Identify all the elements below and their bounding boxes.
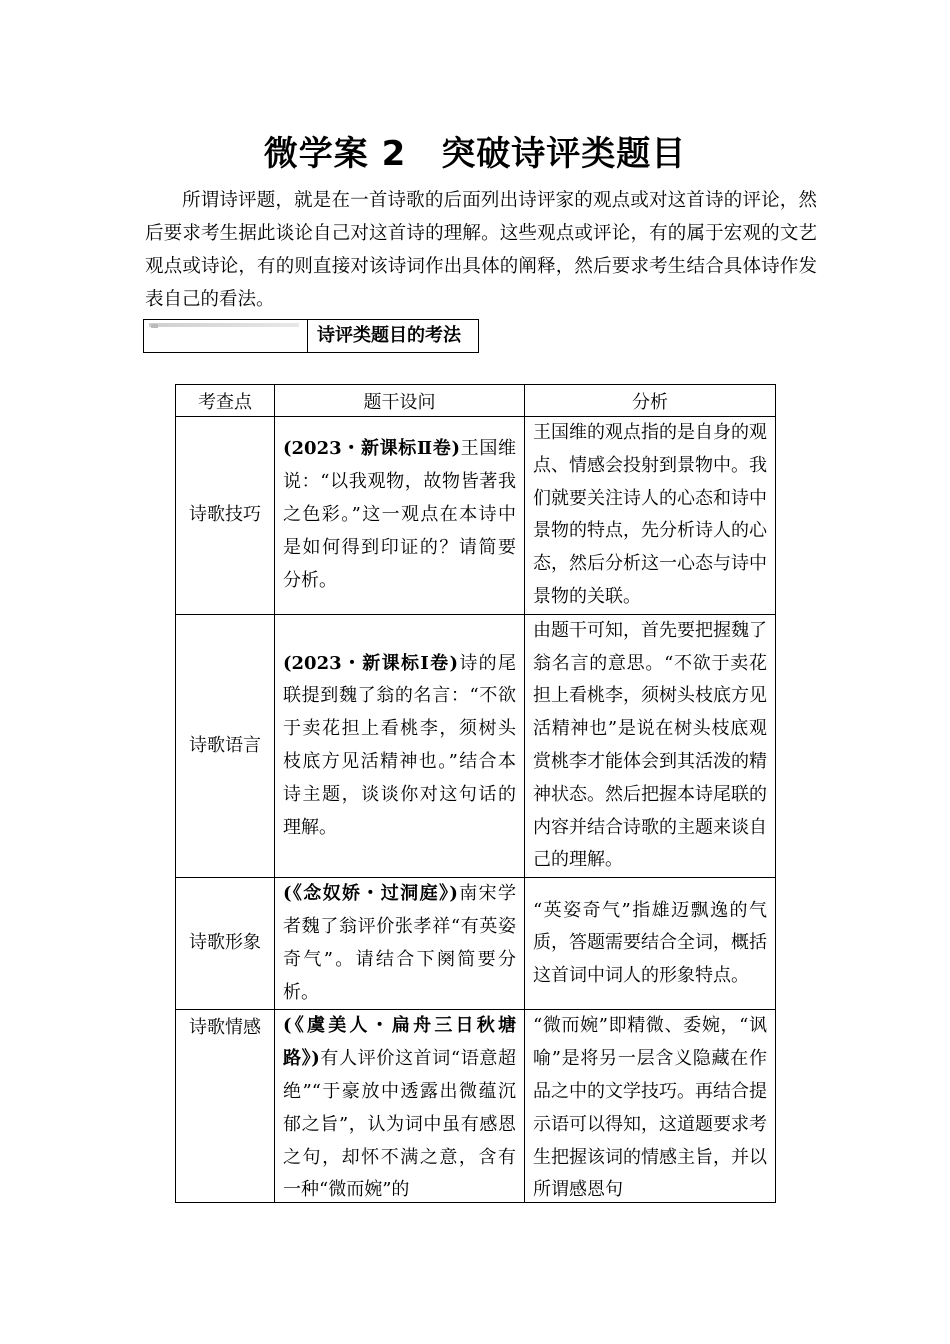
question-source: (2023・新课标Ⅰ卷) [283, 652, 458, 674]
section-label-placeholder [144, 320, 308, 352]
cell-question [275, 1010, 525, 1203]
cell-point: 诗歌语言 [176, 614, 275, 877]
cell-point: 诗歌技巧 [176, 417, 275, 615]
table-row [176, 878, 776, 1010]
table-row [176, 614, 776, 877]
question-source: (2023・新课标Ⅱ卷) [283, 438, 460, 460]
header-question: 题干设问 [275, 385, 525, 417]
header-point: 考查点 [176, 385, 275, 417]
question-text: 诗的尾联提到魏了翁的名言：“不欲于卖花担上看桃李，须树头枝底方见活精神也。”结合本诗主题，谈谈你对这句话的理解。 [283, 652, 516, 838]
exam-methods-table [175, 384, 776, 1203]
question-clip [283, 1010, 516, 1200]
cell-point: 诗歌形象 [176, 878, 275, 1010]
decorative-bar [149, 323, 299, 327]
page-title: 微学案 2 突破诗评类题目 [263, 134, 687, 174]
cell-analysis: 王国维的观点指的是自身的观点、情感会投射到景物中。我们就要关注诗人的心态和诗中景物的特点，先分析诗人的心态，然后分析这一心态与诗中景物的关联。 [525, 417, 776, 615]
table-row [176, 1010, 776, 1203]
intro-paragraph: 所谓诗评题，就是在一首诗歌的后面列出诗评家的观点或对这首诗的评论，然后要求考生据此谈论自己对这首诗的理解。这些观点或评论，有的属于宏观的文艺观点或诗论，有的则直接对该诗词作出具体的阐释，然后要求考生结合具体诗作发表自己的看法。 [145, 190, 817, 310]
cell-analysis [525, 1010, 776, 1203]
table-row [176, 417, 776, 615]
question-text: 有人评价这首词“语意超绝”“于豪放中透露出微蕴沉郁之旨”，认为词中虽有感恩之句，却怀不满之意，含有一种“微而婉”的 [283, 1048, 516, 1201]
section-heading: 诗评类题目的考法 [317, 325, 461, 346]
section-heading-box [143, 319, 479, 353]
question-source: (《念奴娇・过洞庭》) [283, 883, 458, 905]
cell-question [275, 878, 525, 1010]
cell-point: 诗歌情感 [176, 1010, 275, 1203]
analysis-clip: “微而婉”即精微、委婉，“讽喻”是将另一层含义隐藏在作品之中的文学技巧。再结合提示语可以得知，这道题要求考生把握该词的情感主旨，并以所谓感恩句 [533, 1015, 767, 1201]
question-source: (《虞美人・扁舟三日秋塘路》) [283, 1015, 516, 1070]
table-header-row [176, 385, 776, 417]
header-analysis: 分析 [525, 385, 776, 417]
question-text: 南宋学者魏了翁评价张孝祥“有英姿奇气”。请结合下阕简要分析。 [283, 883, 516, 1003]
cell-question [275, 417, 525, 615]
cell-question [275, 614, 525, 877]
question-text: 王国维说：“以我观物，故物皆著我之色彩。”这一观点在本诗中是如何得到印证的？请简要分析。 [283, 438, 516, 591]
cell-analysis: 由题干可知，首先要把握魏了翁名言的意思。“不欲于卖花担上看桃李，须树头枝底方见活精神也”是说在树头枝底观赏桃李才能体会到其活泼的精神状态。然后把握本诗尾联的内容并结合诗歌的主题来谈自己的理解。 [525, 614, 776, 877]
cell-analysis: “英姿奇气”指雄迈飘逸的气质，答题需要结合全词，概括这首词中词人的形象特点。 [525, 878, 776, 1010]
